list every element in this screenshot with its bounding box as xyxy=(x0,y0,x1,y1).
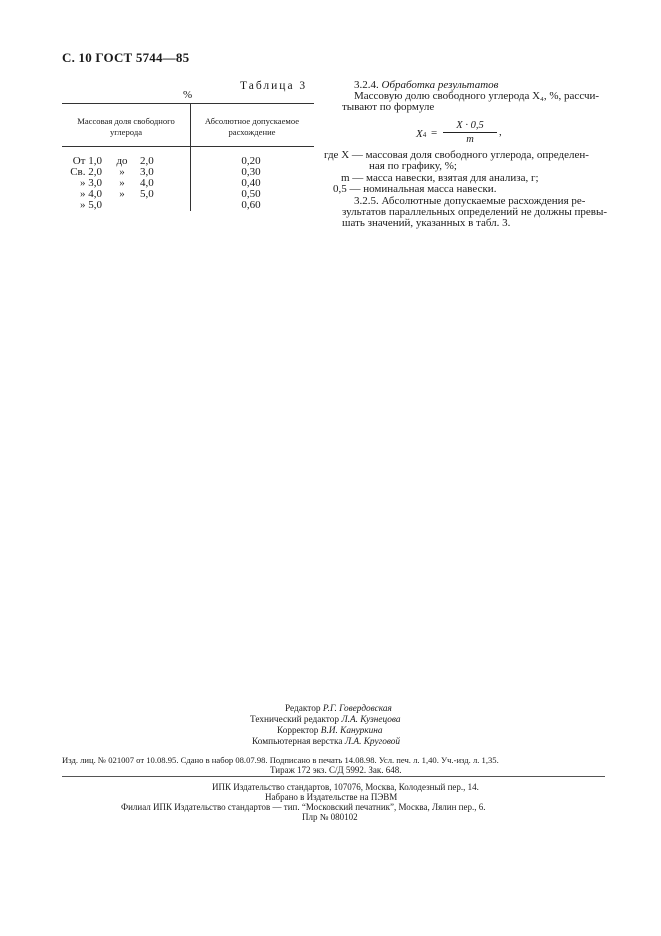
row-to: 3,0 xyxy=(140,166,154,178)
table-header-rule xyxy=(62,146,314,147)
paragraph-line: Массовую долю свободного углерода X₄, %, рассчи- xyxy=(354,90,600,102)
row-diff: 0,50 xyxy=(241,188,261,200)
page-header: С. 10 ГОСТ 5744—85 xyxy=(62,50,190,65)
publisher-line: Плр № 080102 xyxy=(302,812,358,822)
table-caption: Таблица 3 xyxy=(240,80,308,92)
credit-corrector: Корректор В.И. Кануркина xyxy=(277,726,383,736)
publisher-line: Филиал ИПК Издательство стандартов — тип. “Московский печатник”, Москва, Лялин пер., 6. xyxy=(121,802,486,812)
formula-numerator: X · 0,5 xyxy=(456,120,484,131)
section-3-2-5-line: шать значений, указанных в табл. 3. xyxy=(342,217,511,229)
definition-x: где X — массовая доля свободного углерода, определен- xyxy=(324,149,589,161)
row-mid: до xyxy=(116,155,128,167)
formula-denominator: m xyxy=(466,134,474,145)
fraction-bar xyxy=(443,132,497,133)
publisher-line: ИПК Издательство стандартов, 107076, Москва, Колодезный пер., 14. xyxy=(212,782,479,792)
formula-equals: = xyxy=(431,127,438,139)
section-number: 3.2.4. xyxy=(354,79,379,91)
credit-tech-editor: Технический редактор Л.А. Кузнецова xyxy=(250,715,401,725)
section-3-2-5-line: 3.2.5. Абсолютные допускаемые расхождения ре- xyxy=(354,195,586,207)
publisher-line: Набрано в Издательстве на ПЭВМ xyxy=(265,792,398,802)
formula-lhs: X4 xyxy=(416,128,427,140)
section-title: Обработка результатов xyxy=(381,79,499,91)
row-to: 2,0 xyxy=(140,155,154,167)
credit-editor: Редактор Р.Г. Говердовская xyxy=(285,704,392,714)
table-header-mass-fraction: Массовая доля свободного углерода xyxy=(77,116,175,137)
section-3-2-5-line: зультатов параллельных определений не должны превы- xyxy=(342,206,607,218)
table-unit: % xyxy=(183,89,193,101)
definition-x-cont: ная по графику, %; xyxy=(369,160,457,172)
row-mid: » xyxy=(119,166,125,178)
formula-comma: , xyxy=(499,126,502,138)
row-diff: 0,60 xyxy=(241,199,261,211)
paragraph-line: тывают по формуле xyxy=(342,101,435,113)
row-diff: 0,20 xyxy=(241,155,261,167)
row-from: Св. 2,0 xyxy=(70,166,102,178)
table-column-separator xyxy=(190,103,191,211)
imprint-line: Тираж 172 экз. С/Д 5992. Зак. 648. xyxy=(270,765,402,775)
row-from: » 3,0 xyxy=(80,177,102,189)
row-mid: » xyxy=(119,188,125,200)
table-header-abs-difference: Абсолютное допускаемое расхождение xyxy=(204,116,300,137)
definition-m: m — масса навески, взятая для анализа, г; xyxy=(341,172,539,184)
row-diff: 0,30 xyxy=(241,166,261,178)
imprint-line: Изд. лиц. № 021007 от 10.08.95. Сдано в набор 08.07.98. Подписано в печать 14.08.98. Усл. печ. л. 1,40. Уч.-изд. л. 1,35. xyxy=(62,755,499,765)
row-diff: 0,40 xyxy=(241,177,261,189)
row-to: 5,0 xyxy=(140,188,154,200)
row-mid: » xyxy=(119,177,125,189)
definition-nominal: 0,5 — номинальная масса навески. xyxy=(333,183,497,195)
table-top-rule xyxy=(62,103,314,104)
row-from: » 4,0 xyxy=(80,188,102,200)
row-from: » 5,0 xyxy=(80,199,102,211)
row-from: От 1,0 xyxy=(72,155,102,167)
row-to: 4,0 xyxy=(140,177,154,189)
footer-rule xyxy=(62,776,605,777)
credit-layout: Компьютерная верстка Л.А. Круговой xyxy=(252,737,401,747)
